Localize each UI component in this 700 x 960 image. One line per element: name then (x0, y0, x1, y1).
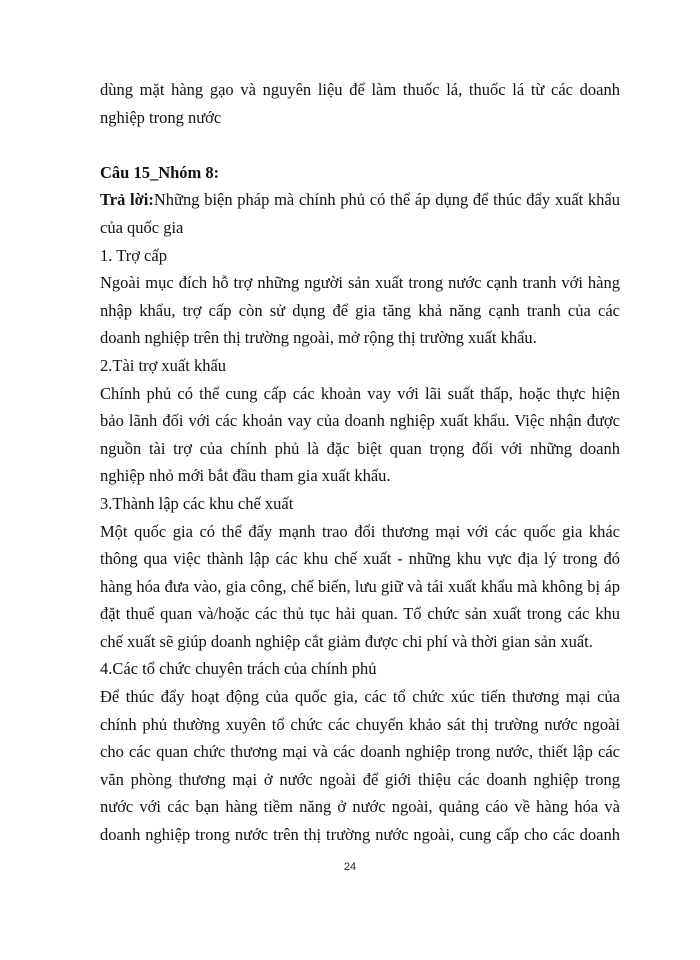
section-line: nhập khẩu, trợ cấp còn sử dụng để gia tăng khả năng cạnh tranh của các (100, 300, 620, 320)
page-number: 24 (343, 861, 357, 873)
answer-line: của quốc gia (100, 217, 184, 237)
section-line: hàng hóa đưa vào, gia công, chế biến, lưu giữ và tái xuất khẩu mà không bị áp (100, 576, 620, 596)
section-line: văn phòng thương mại ở nước ngoài để giới thiệu các doanh nghiệp trong (100, 769, 620, 789)
intro-line: nghiệp trong nước (100, 107, 222, 127)
section-heading: 1. Trợ cấp (100, 245, 167, 265)
intro-line: dùng mặt hàng gạo và nguyên liệu để làm thuốc lá, thuốc lá từ các doanh (100, 80, 620, 99)
section-line: chính phủ thường xuyên tổ chức các chuyến khảo sát thị trường nước ngoài (100, 714, 620, 734)
page-body (100, 76, 620, 849)
section-heading: 4.Các tổ chức chuyên trách của chính phủ (100, 659, 377, 679)
answer-label: Trả lời: (100, 190, 154, 210)
section-line: bảo lãnh đối với các khoản vay của doanh nghiệp xuất khẩu. Việc nhận được (100, 411, 620, 431)
section-line: doanh nghiệp trong nước trên thị trường nước ngoài, cung cấp cho các doanh (100, 825, 620, 845)
section-line: thông qua việc thành lập các khu chế xuất - những khu vực địa lý trong đó (100, 549, 620, 569)
section-line: đặt thuế quan và/hoặc các thủ tục hải quan. Tổ chức sản xuất trong các khu (100, 604, 620, 624)
section-line: nước với các bạn hàng tiềm năng ở nước ngoài, quảng cáo về hàng hóa và (100, 797, 620, 817)
section-line: Một quốc gia có thể đẩy mạnh trao đổi thương mại với các quốc gia khác (100, 521, 620, 541)
section-heading: 2.Tài trợ xuất khẩu (100, 355, 227, 375)
section-line: Chính phủ có thể cung cấp các khoản vay với lãi suất thấp, hoặc thực hiện (100, 383, 620, 403)
section-line: nguồn tài trợ của chính phủ là đặc biệt quan trọng đối với những doanh (100, 438, 620, 458)
paragraph-gap (100, 131, 620, 159)
section-line: doanh nghiệp trên thị trường ngoài, mở rộng thị trường xuất khẩu. (100, 328, 537, 348)
section-line: nghiệp nhỏ mới bắt đầu tham gia xuất khẩu. (100, 466, 391, 486)
section-line: cho các quan chức thương mại và các doanh nghiệp trong nước, thiết lập các (100, 742, 620, 762)
answer-line (100, 186, 620, 214)
question-heading: Câu 15_Nhóm 8: (100, 162, 220, 182)
answer-text: Những biện pháp mà chính phủ có thể áp dụng để thúc đẩy xuất khẩu (153, 190, 621, 210)
section-line: chế xuất sẽ giúp doanh nghiệp cắt giảm được chi phí và thời gian sản xuất. (100, 631, 593, 651)
section-line: Ngoài mục đích hỗ trợ những người sản xuất trong nước cạnh tranh với hàng (100, 273, 620, 293)
section-heading: 3.Thành lập các khu chế xuất (100, 493, 294, 513)
section-line: Để thúc đẩy hoạt động của quốc gia, các tổ chức xúc tiến thương mại của (100, 687, 620, 707)
